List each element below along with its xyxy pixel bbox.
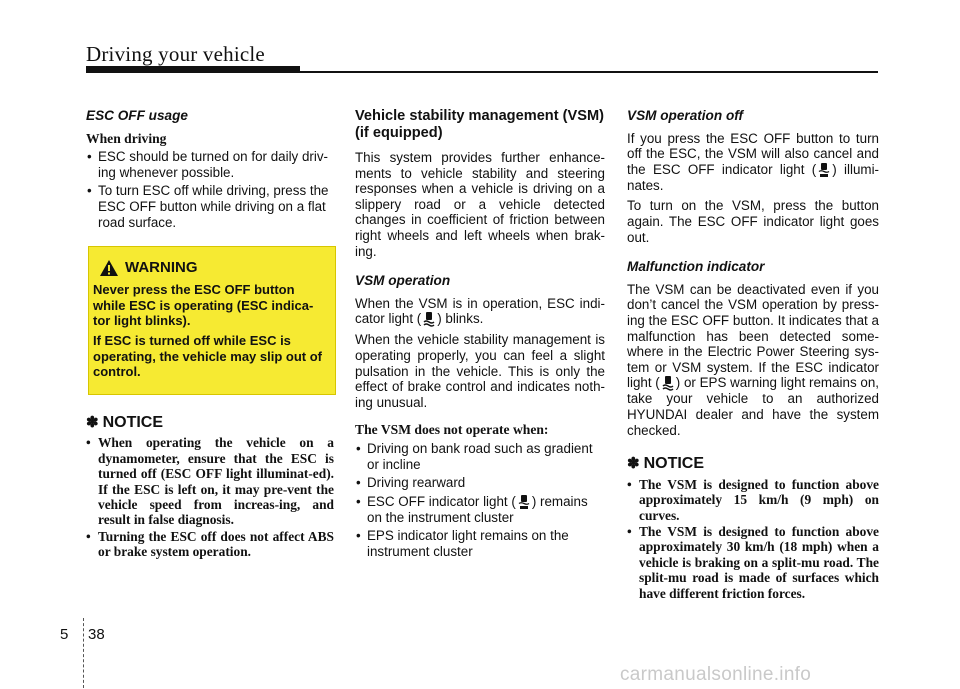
notice-heading-text: NOTICE [643,455,705,473]
list-item [355,494,605,526]
warning-triangle-icon [99,259,119,277]
text-fragment: ) or EPS warning light remains on, take your vehicle to an authorized HYUNDAI dealer and have the system checked. [627,375,879,438]
when-driving-list [86,149,334,230]
esc-off-indicator-icon [517,494,531,510]
text-fragment: If you press the ESC OFF button to turn off the ESC, the VSM will also cancel and the ESC OFF indicator light ( [627,130,879,177]
notice-heading [86,415,334,431]
list-item: • Turning the ESC off does not affect ABS or brake system operation. [86,529,334,560]
footer-divider [83,618,85,688]
vsm-operation-paragraph [355,296,605,328]
list-item: • The VSM is designed to function above approximately 15 km/h (9 mph) on curves. [627,477,879,523]
vsm-intro: This system provides further enhance-ments to vehicle stability and steering responses when a vehicle is driving on a slippery road or a vehicle detected changes in coefficient of friction between right wheels and left wheels when brak-ing. [355,150,605,259]
warning-paragraph: If ESC is turned off while ESC is operating, the vehicle may slip out of control. [93,332,322,380]
notice-list [627,477,879,601]
page-header-title: Driving your vehicle [86,42,265,66]
malfunction-heading: Malfunction indicator [627,259,765,275]
vsm-heading: Vehicle stability management (VSM) (if equipped) [355,108,604,141]
list-item: • The VSM is designed to function above approximately 30 km/h (18 mph) when a vehicle is braking on a split-mu road. The split-mu road is made of surfaces which have different friction forces. [627,524,879,601]
vsm-operation-heading: VSM operation [355,273,451,289]
header-thin-rule [300,71,878,73]
vsm-not-operate-list [355,441,605,560]
malfunction-paragraph [627,282,879,438]
header-thick-rule [86,66,300,73]
watermark: carmanualsonline.info [620,664,812,685]
column-right [627,108,879,602]
vsm-off-heading: VSM operation off [627,108,744,123]
notice-star-icon: ✽ [627,455,640,473]
column-middle [355,108,605,563]
when-driving-label: When driving [86,130,167,146]
list-item: • ESC should be turned on for daily driv-ing whenever possible. [86,149,334,180]
list-item: • When operating the vehicle on a dynamometer, ensure that the ESC is turned off (ESC OFF light illuminat-ed). If the ESC is left on, it may pre-vent the vehicle speed from increas-ing, and result in false diagnosis. [86,435,334,527]
list-item: • Driving on bank road such as gradient or incline [355,441,605,472]
warning-box [88,246,336,395]
page-number: 38 [88,626,105,643]
notice-list [86,435,334,559]
text-fragment: ) blinks. [437,311,484,327]
list-item: • To turn ESC off while driving, press the ESC OFF button while driving on a flat road surface. [86,183,334,230]
list-item: • EPS indicator light remains on the instrument cluster [355,528,605,559]
text-fragment: When the VSM is in operation, ESC indi-cator light ( [355,295,605,327]
notice-heading [627,456,879,472]
esc-indicator-icon [661,375,675,391]
section-number: 5 [60,626,69,643]
vsm-pulsation-paragraph: When the vehicle stability management is operating properly, you can feel a slight pulsation in the vehicle. This is only the effect of brake control and indicates noth-ing unusual. [355,332,605,410]
vsm-off-paragraph [627,131,879,194]
vsm-not-operate-heading: The VSM does not operate when: [355,422,549,438]
warning-paragraph: Never press the ESC OFF button while ESC is operating (ESC indica-tor light blinks). [93,282,314,329]
column-left [86,108,334,561]
warning-title [99,259,327,277]
text-fragment: ) illumi-nates. [627,161,880,193]
notice-star-icon: ✽ [86,413,99,431]
esc-indicator-icon [422,311,436,327]
esc-off-usage-heading: ESC OFF usage [86,108,188,123]
esc-off-indicator-icon [817,162,831,178]
list-item: • Driving rearward [355,475,605,491]
warning-body [93,282,327,380]
vsm-on-paragraph: To turn on the VSM, press the button again. The ESC OFF indicator light goes out. [627,198,879,245]
text-fragment: The VSM can be deactivated even if you don’t cancel the VSM operation by press-ing the ESC OFF button. It indicates that a malfunction has been detected some-where in the Electric Power Steering sys-tem or VSM system. If the ESC indicator light ( [627,281,879,391]
text-fragment: ESC OFF indicator light ( [367,493,516,509]
text-fragment: ) remains on the instrument cluster [367,493,588,525]
warning-title-text: WARNING [125,259,198,277]
notice-heading-text: NOTICE [102,413,164,431]
